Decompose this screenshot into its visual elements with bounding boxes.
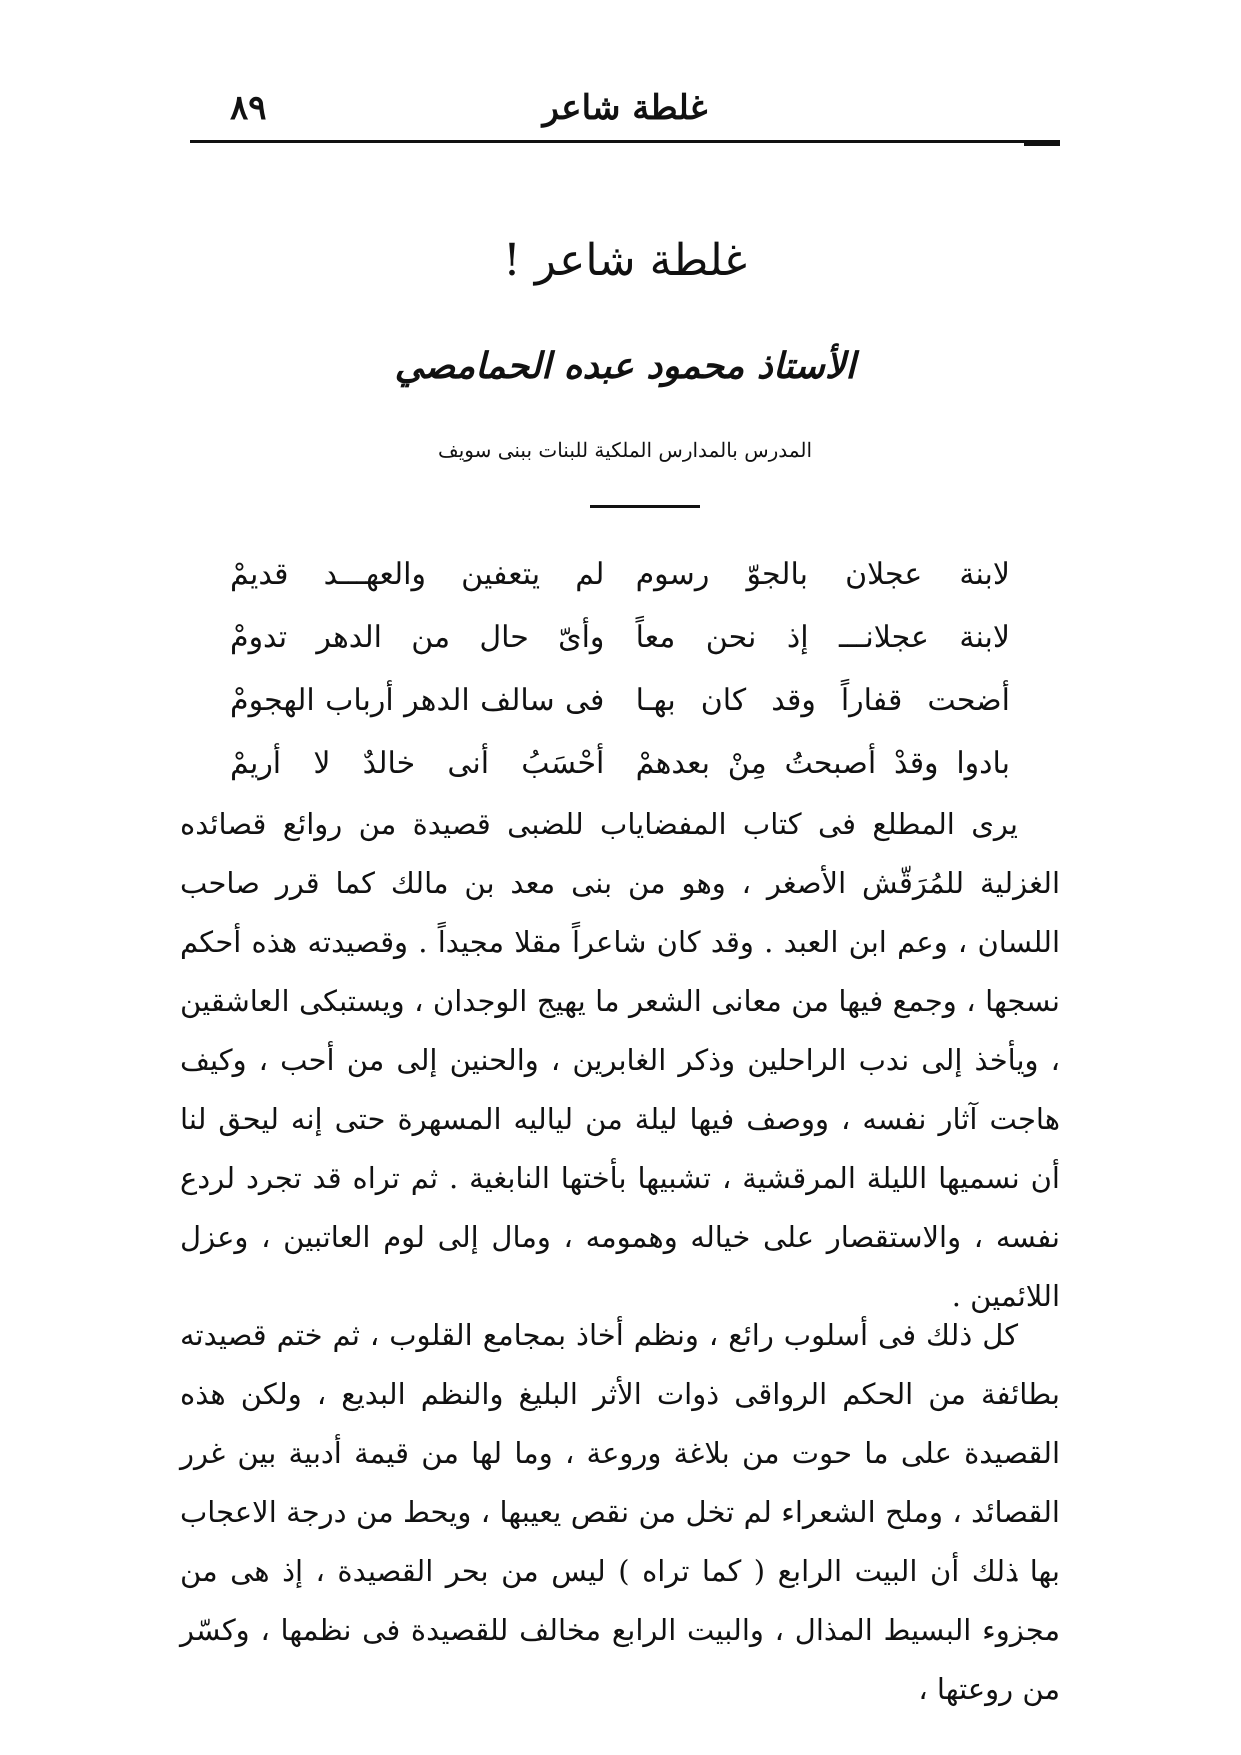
author-affiliation: المدرس بالمدارس الملكية للبنات ببنى سويف [437,438,813,462]
verse-line [230,543,1010,606]
running-title: غلطة شاعر [542,88,708,128]
page-number: ٨٩ [230,88,267,128]
verse-first-hemistich: لابنة عجلان بالجوّ رسوم [635,557,1010,592]
paragraph-text: كل ذلك فى أسلوب رائع ، ونظم أخاذ بمجامع القلوب ، ثم ختم قصيدته بطائفة من الحكم الرواقى ذوات الأثر البليغ والنظم البديع ، ولكن هذه القصيدة على ما حوت من بلاغة وروعة ، وما لها من قيمة أدبية بين غرر القصائد ، وملح الشعراء لم تخل من نقص يعيبها ، ويحط من درجة الاعجاب بها . [180,1318,1060,1588]
article-author: الأستاذ محمود عبده الحمامصي [394,345,856,387]
paragraph-text: يرى المطلع فى كتاب المفضاياب للضبى قصيدة من روائع قصائده الغزلية للمُرَقّش الأصغر ، وهو من بنى معد بن مالك كما قرر صاحب اللسان ، وعم ابن العبد . وقد كان شاعراً مقلا مجيداً . وقصيدته هذه أحكم نسجها ، وجمع فيها من معانى الشعر ما يهيج الوجدان ، ويستبكى العاشقين ، ويأخذ إلى ندب الراحلين وذكر الغابرين ، والحنين إلى من أحب ، وكيف هاجت آثار نفسه ، ووصف فيها ليلة من لياليه المسهرة حتى إنه ليحق لنا أن نسميها الليلة المرقشية ، تشبيها بأختها النابغية . ثم تراه قد تجرد لردع نفسه ، والاستقصار على خياله وهمومه ، ومال إلى لوم العاتبين ، وعزل اللائمين . [180,807,1060,1313]
verse-line [230,606,1010,669]
verse-second-hemistich: لم يتعفين والعهـــد قديمْ [230,557,605,592]
paragraph-text: ذلك أن البيت الرابع ( كما تراه ) ليس من بحر القصيدة ، إذ هى من مجزوء البسيط المذال ، والبيت الرابع مخالف للقصيدة فى نظمها ، وكسّر من روعتها ، [180,1554,1060,1706]
verse-line [230,669,1010,732]
verse-first-hemistich: لابنة عجلانـــ إذ نحن معاً [635,620,1010,655]
header-rule-end [1024,140,1060,146]
body-paragraph-1 [180,795,1060,1326]
verse-line [230,732,1010,795]
verse-second-hemistich: أحْسَبُ أنى خالدٌ لا أريمْ [230,746,605,781]
body-paragraph-3 [180,1542,1060,1719]
running-header [190,80,1060,130]
verse-second-hemistich: وأىّ حال من الدهر تدومْ [230,620,605,655]
poem-verses [230,543,1010,795]
article-title: غلطة شاعر ! [503,235,747,286]
verse-second-hemistich: فى سالف الدهر أرباب الهجومْ [230,683,605,718]
header-rule [190,140,1060,143]
verse-first-hemistich: أضحت قفاراً وقد كان بهـا [635,683,1010,718]
title-divider [590,505,700,508]
verse-first-hemistich: بادوا وقدْ أصبحتُ مِنْ بعدهمْ [635,746,1010,781]
